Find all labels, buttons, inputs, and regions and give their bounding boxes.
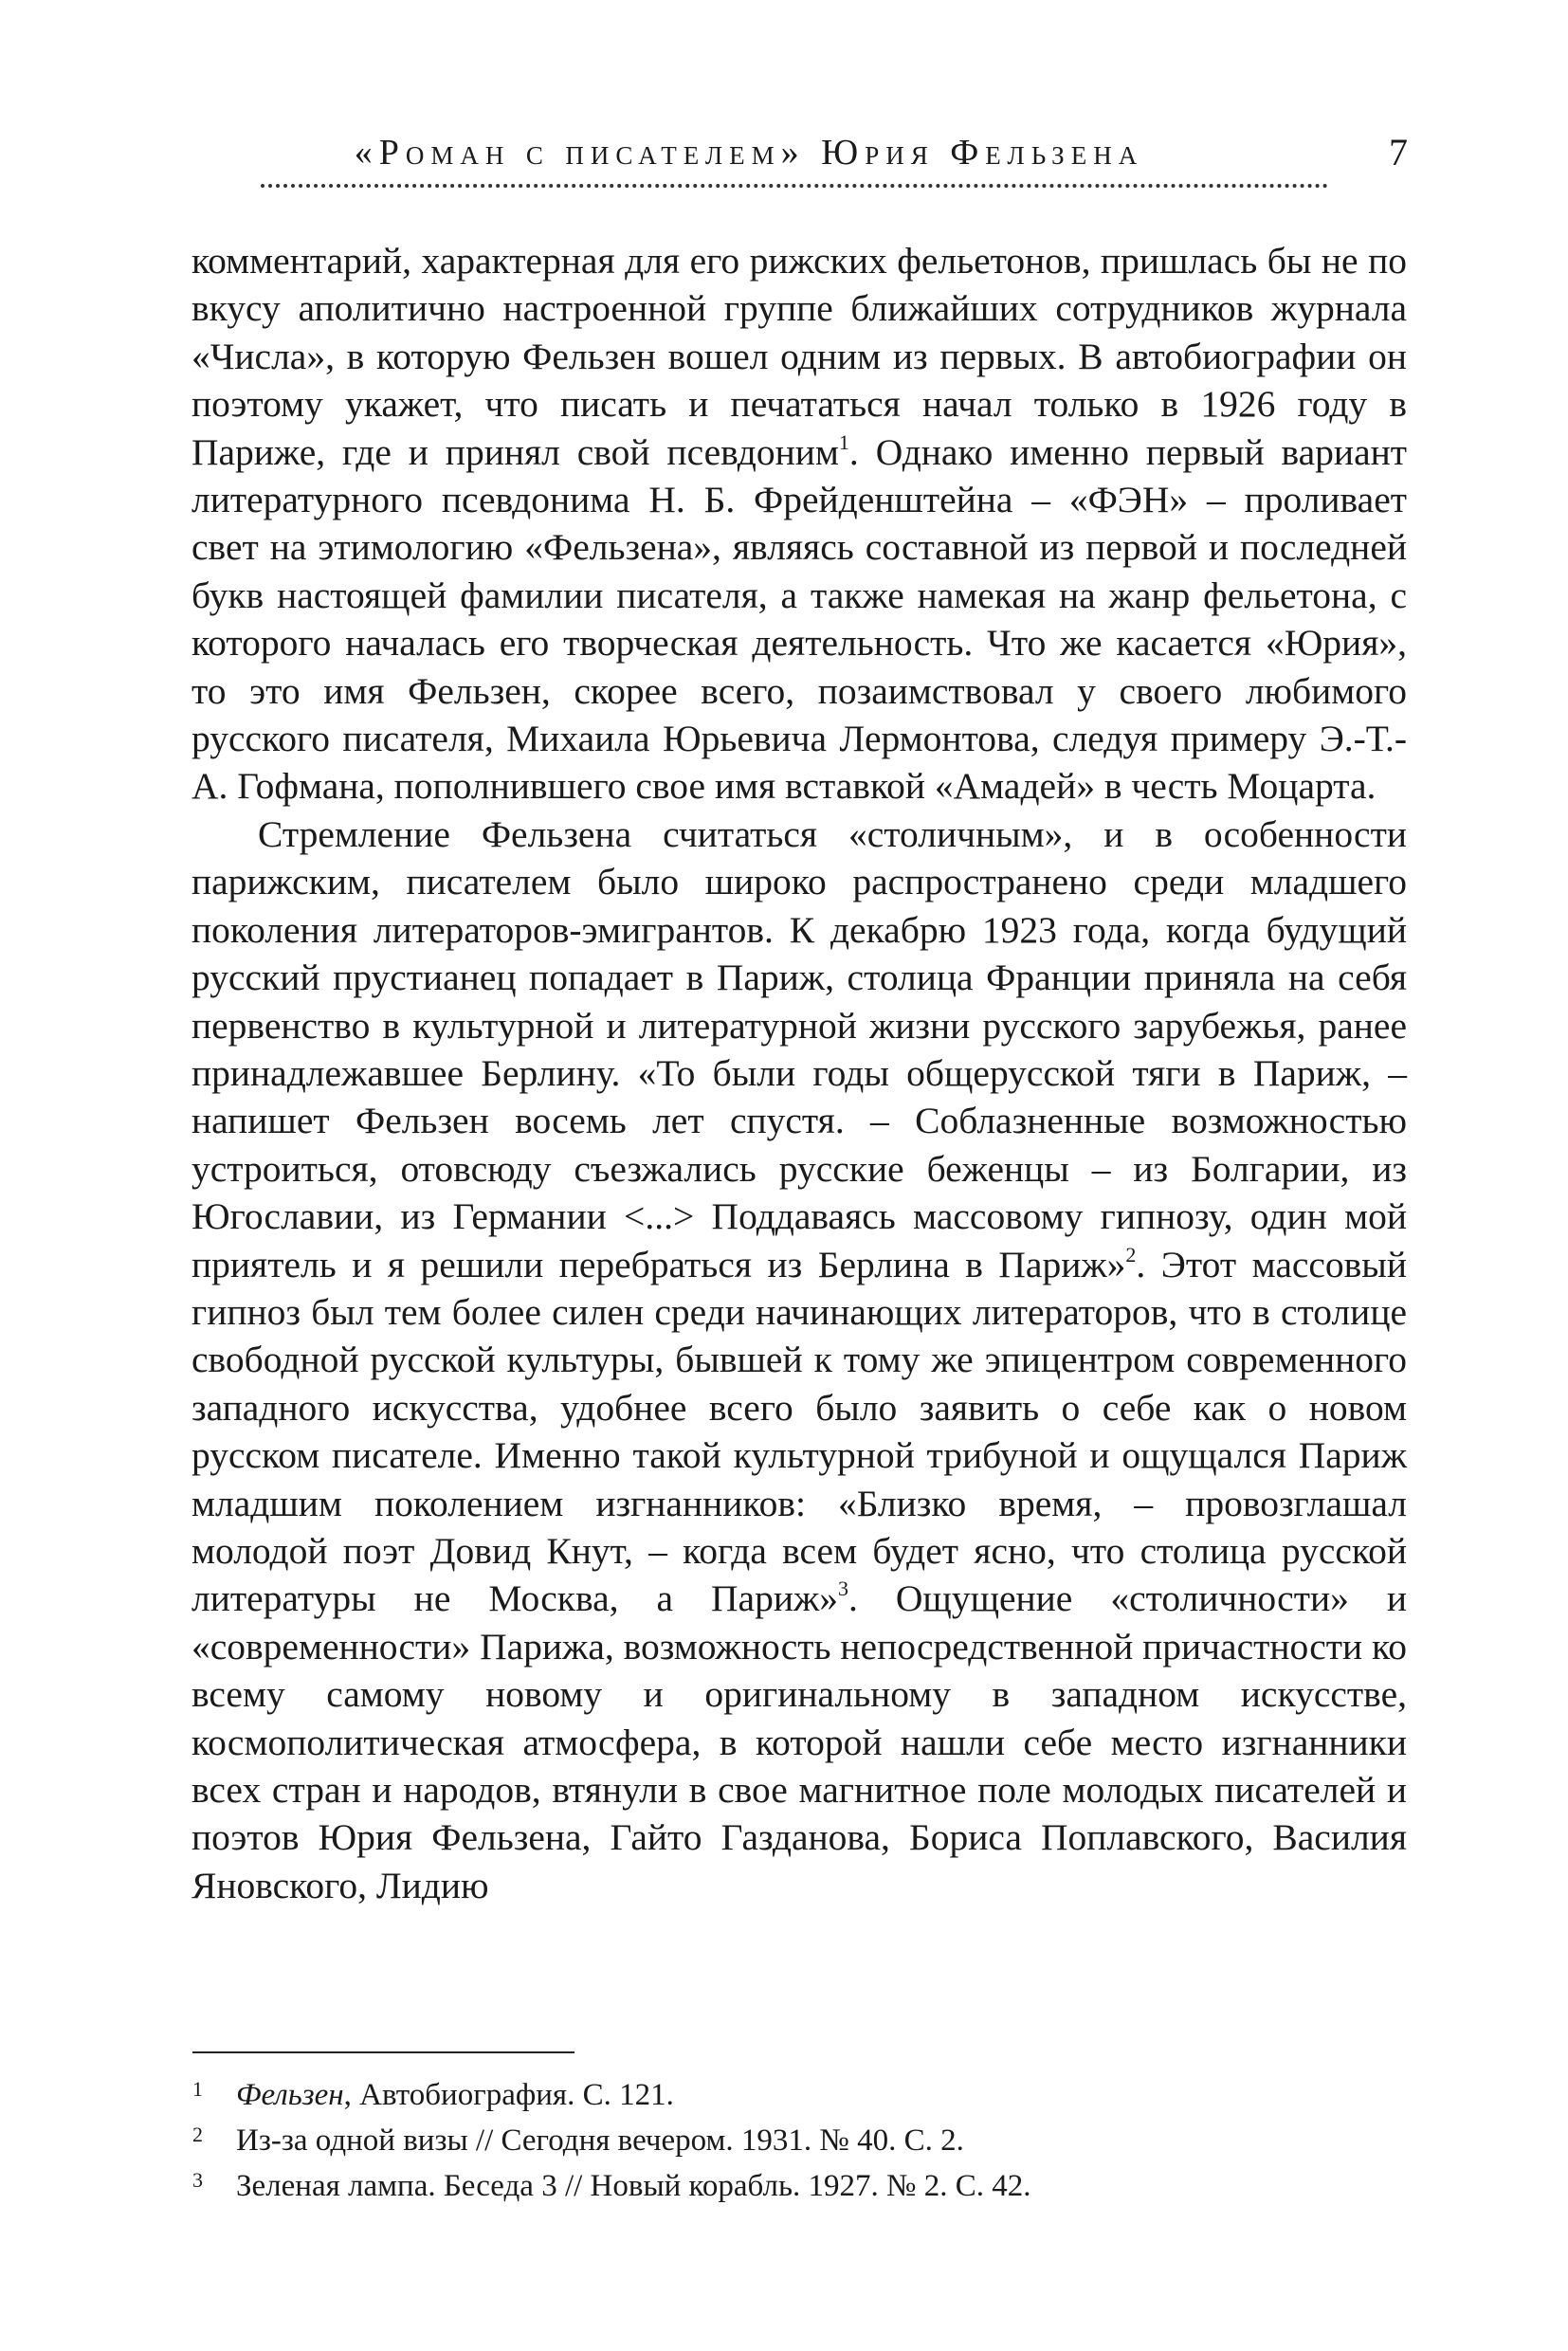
footnote-text: , Автобиография. С. 121. <box>343 2078 674 2112</box>
header-dotted-rule <box>261 184 1328 188</box>
footnote-number: 1 <box>192 2077 203 2101</box>
footnote-ref-3[interactable]: 3 <box>838 1576 848 1601</box>
page-number: 7 <box>1389 131 1408 173</box>
paragraph-2-text-a: Стремление Фельзена считаться «столичным», и в особенности парижским, писателем было широко распространено среди младшего поколения литераторов-эмигрантов. К декабрю 1923 года, когда будущий русский прустианец попадает в Париж, столица Франции приняла на себя первенство в культурной и литературной жизни русского зарубежья, ранее принадлежавшее Берлину. «То были годы общерусской тяги в Париж, – напишет Фельзен восемь лет спустя. – Соблазненные возможностью устроиться, отовсюду съезжались русские беженцы – из Болгарии, из Югославии, из Германии <...> Поддаваясь массовому гипнозу, один мой приятель и я решили перебраться из Берлина в Париж» <box>191 812 1407 1285</box>
paragraph-1-text-b: . Однако именно первый вариант литературного псевдонима Н. Б. Фрейденштейна – «ФЭН» – проливает свет на этимологию «Фельзена», являясь составной из первой и последней букв настоящей фамилии писателя, а также намекая на жанр фельетона, с которого началась его творческая деятельность. Что же касается «Юрия», то это имя Фельзен, скорее всего, позаимствовал у своего любимого русского писателя, Михаила Юрьевича Лермонтова, следуя примеру Э.-Т.-А. Гофмана, пополнившего свое имя вставкой «Амадей» в честь Моцарта. <box>191 430 1408 808</box>
footnotes <box>192 2072 1408 2209</box>
footnote-text: Из-за одной визы // Сегодня вечером. 1931. № 40. С. 2. <box>236 2123 964 2158</box>
body-text <box>191 237 1407 1909</box>
paragraph-2 <box>191 811 1407 1909</box>
paragraph-1-text-a: комментарий, характерная для его рижских фельетонов, пришлась бы не по вкусу аполитично настроенной группе ближайших сотрудников журнала «Числа», в которую Фельзен вошел одним из первых. В автобиографии он поэтому укажет, что писать и печататься начал только в 1926 году в Париже, где и принял свой псевдоним <box>191 240 1407 473</box>
footnote-3 <box>192 2163 1408 2209</box>
footnote-ref-1[interactable]: 1 <box>838 429 849 454</box>
paragraph-1 <box>191 237 1407 811</box>
paragraph-2-text-b: . Этот массовый гипноз был тем более силен среди начинающих литераторов, что в столице свободной русской культуры, бывшей к тому же эпицентром современного западного искусства, удобнее всего было заявить о себе как о новом русском писателе. Именно такой культурной трибуной и ощущался Париж младшим поколением изгнанников: «Близко время, – провозглашал молодой поэт Довид Кнут, – когда всем будет ясно, что столица русской литературы не Москва, а Париж» <box>191 1243 1407 1620</box>
footnote-separator <box>192 2051 574 2053</box>
footnote-text: Зеленая лампа. Беседа 3 // Новый корабль. 1927. № 2. С. 42. <box>236 2169 1031 2203</box>
paragraph-2-text-c: . Ощущение «столичности» и «современности» Парижа, возможность непосредственной причастности ко всему самому новому и оригинальному в западном искусстве, космополитическая атмосфера, в которой нашли себе место изгнанники всех стран и народов, втянули в свое магнитное поле молодых писателей и поэтов Юрия Фельзена, Гайто Газданова, Бориса Поплавского, Василия Яновского, Лидию <box>191 1577 1407 1906</box>
footnote-number: 3 <box>192 2168 203 2192</box>
footnote-author: Фельзен <box>236 2078 344 2112</box>
running-head <box>190 131 1408 188</box>
footnote-2 <box>192 2118 1408 2163</box>
footnote-1 <box>192 2072 1408 2118</box>
footnote-ref-2[interactable]: 2 <box>1125 1242 1137 1267</box>
footnote-number: 2 <box>192 2123 203 2146</box>
running-title: «Роман с писателем» Юрия Фельзена <box>354 133 1144 173</box>
